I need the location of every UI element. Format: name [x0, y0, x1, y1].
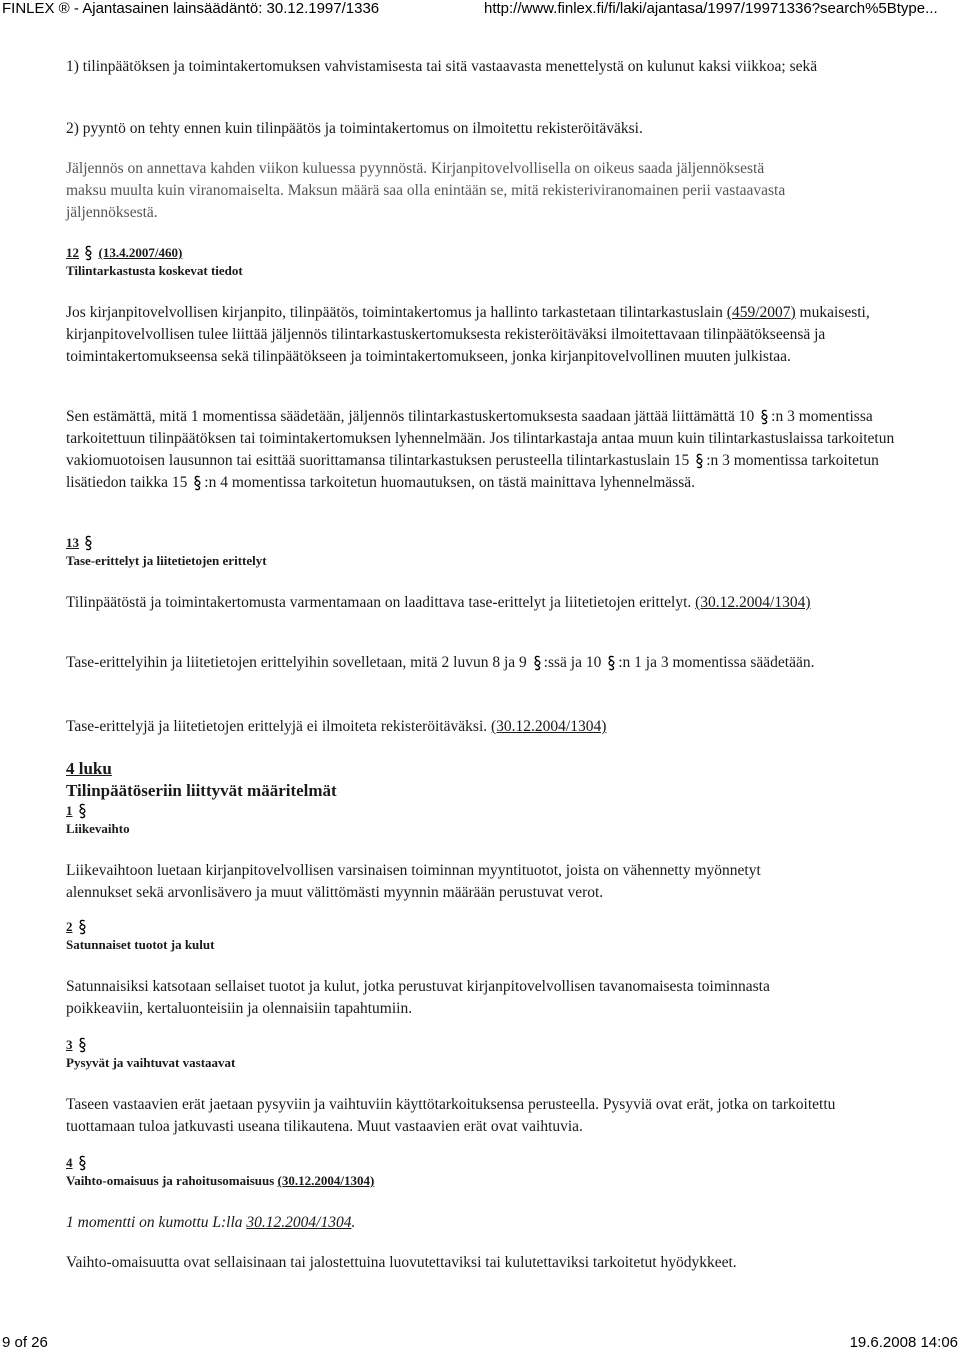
section-12-paragraph-2: Sen estämättä, mitä 1 momentissa säädetään, jäljennös tilintarkastuskertomuksesta saadaan jättää liittämättä 10 :n 3 momentissa tarkoitettuun tilinpäätöksen tai toimintakertomuksen lyhennelmään. Jos tilintarkastaja antaa muun kuin tilintarkastuslaissa tarkoitetun vakiomuotoisen lausunnon tai esittää suorittamansa tilintarkastuksen perusteella tilintarkastuslain 15 :n 3 momentissa tarkoitetun lisätiedon taikka 15 :n 4 momentissa tarkoitetun huomautuksen, on tästä mainittava lyhennelmässä.: [66, 408, 895, 491]
chapter-4-number[interactable]: 4 luku: [66, 759, 112, 778]
section-sign-icon: [607, 655, 616, 671]
section-13-paragraph-3: Tase-erittelyjä ja liitetietojen erittelyjä ei ilmoiteta rekisteröitäväksi. (30.12.2004/1304): [66, 718, 607, 735]
section-sign-icon: [78, 803, 87, 819]
section-3-title: Pysyvät ja vaihtuvat vastaavat: [66, 1055, 236, 1070]
print-header-title: FINLEX ® - Ajantasainen lainsäädäntö: 30.12.1997/1336: [2, 0, 380, 17]
section-sign-icon: [760, 409, 769, 425]
section-sign-icon: [533, 655, 542, 671]
law-link-30-12-2004-1304[interactable]: (30.12.2004/1304): [491, 718, 607, 735]
section-13-title: Tase-erittelyt ja liitetietojen erittelyt: [66, 553, 267, 568]
section-4-repeal-note: 1 momentti on kumottu L:lla 30.12.2004/1304.: [66, 1214, 356, 1231]
section-4-heading: [66, 1154, 374, 1190]
section-13-paragraph-1: Tilinpäätöstä ja toimintakertomusta varmentamaan on laadittava tase-erittelyt ja liitetietojen erittelyt. (30.12.2004/1304): [66, 594, 811, 611]
section-sign-icon: [78, 1155, 87, 1171]
chapter-4-title: Tilinpäätöseriin liittyvät määritelmät: [66, 781, 337, 800]
repeal-law-link[interactable]: 30.12.2004/1304: [246, 1214, 352, 1231]
section-1-paragraph-1: Liikevaihtoon luetaan kirjanpitovelvollisen varsinaisen toiminnan myyntituotot, joista on vähennetty myönnetyt alennukset sekä arvonlisävero ja muut välittömästi myynnin määrään perustuvat verot.: [66, 862, 761, 901]
section-12-amendment-link[interactable]: (13.4.2007/460): [98, 245, 183, 260]
law-link-30-12-2004-1304[interactable]: (30.12.2004/1304): [695, 594, 811, 611]
section-1-number[interactable]: 1: [66, 802, 130, 820]
list-item-1: 1) tilinpäätöksen ja toimintakertomuksen vahvistamisesta tai sitä vastaavasta menettelystä on kulunut kaksi viikkoa; sekä: [66, 58, 818, 75]
section-2-heading: [66, 918, 214, 954]
copy-paragraph-b: Maksun määrä saa olla enintään se, mitä rekisteriviranomainen perii vastaavasta jäljennöksestä.: [66, 182, 786, 221]
page-counter: 9 of 26: [2, 1334, 48, 1351]
section-1-title: Liikevaihto: [66, 821, 130, 836]
section-12-paragraph-1: Jos kirjanpitovelvollisen kirjanpito, tilinpäätös, toimintakertomus ja hallinto tarkastetaan tilintarkastuslain (459/2007) mukaisesti, kirjanpitovelvollisen tulee liittää jäljennös tilintarkastuskertomuksesta rekisteröitäväksi ilmoitettavaan tilinpäätökseensä ja toimintakertomukseensa sekä tilinpäätökseen ja toimintakertomukseen, jonka kirjanpitovelvollinen muuten julkistaa.: [66, 304, 870, 365]
print-footer: [0, 1334, 960, 1352]
section-sign-icon: [78, 1037, 87, 1053]
section-sign-icon: [84, 245, 93, 261]
section-12-number[interactable]: 12 (13.4.2007/460): [66, 245, 183, 260]
section-2-title: Satunnaiset tuotot ja kulut: [66, 937, 215, 952]
law-link-30-12-2004-1304[interactable]: (30.12.2004/1304): [277, 1173, 375, 1188]
section-4-title: Vaihto-omaisuus ja rahoitusomaisuus (30.12.2004/1304): [66, 1173, 375, 1188]
section-2-number[interactable]: 2: [66, 918, 214, 936]
section-4-paragraph-1: Vaihto-omaisuutta ovat sellaisinaan tai jalostettuina luovutettaviksi tai kulutettaviksi tarkoitetut hyödykkeet.: [66, 1254, 737, 1271]
section-sign-icon: [695, 453, 704, 469]
section-4-number[interactable]: 4: [66, 1154, 374, 1172]
section-sign-icon: [193, 475, 202, 491]
law-link-459-2007[interactable]: (459/2007): [726, 304, 796, 321]
section-12-heading: [66, 244, 243, 280]
section-1-heading: [66, 802, 130, 838]
section-13-paragraph-2: Tase-erittelyihin ja liitetietojen erittelyihin sovelletaan, mitä 2 luvun 8 ja 9 :ssä ja 10 :n 1 ja 3 momentissa säädetään.: [66, 654, 815, 671]
copy-paragraph: [66, 158, 806, 224]
section-13-heading: [66, 534, 267, 570]
section-13-number[interactable]: 13: [66, 534, 267, 552]
list-item-2: 2) pyyntö on tehty ennen kuin tilinpäätös ja toimintakertomus on ilmoitettu rekisteröitäväksi.: [66, 120, 643, 137]
chapter-4-heading: [66, 758, 337, 802]
section-3-paragraph-1: Taseen vastaavien erät jaetaan pysyviin ja vaihtuviin käyttötarkoituksensa perusteella. Pysyviä ovat erät, jotka on tarkoitettu tuottamaan tuloa jatkuvasti useana tilikautena. Muut vastaavien erät ovat vaihtuvia.: [66, 1096, 836, 1135]
print-header: [0, 0, 960, 18]
section-sign-icon: [84, 535, 93, 551]
section-3-number[interactable]: 3: [66, 1036, 235, 1054]
section-3-heading: [66, 1036, 235, 1072]
copy-paragraph-a: Jäljennös on annettava kahden viikon kuluessa pyynnöstä. Kirjanpitovelvollisella on oikeus saada jäljennöksestä maksu muulta kuin viranomaiselta.: [66, 160, 765, 199]
print-header-url[interactable]: http://www.finlex.fi/fi/laki/ajantasa/1997/19971336?search%5Btype...: [484, 0, 938, 17]
section-sign-icon: [78, 919, 87, 935]
section-12-title: Tilintarkastusta koskevat tiedot: [66, 263, 243, 278]
section-2-paragraph-1: Satunnaisiksi katsotaan sellaiset tuotot ja kulut, jotka perustuvat kirjanpitovelvollisen tavanomaisesta toiminnasta poikkeaviin, kertaluonteisiin ja olennaisiin tapahtumiin.: [66, 978, 770, 1017]
print-timestamp: 19.6.2008 14:06: [849, 1334, 958, 1351]
